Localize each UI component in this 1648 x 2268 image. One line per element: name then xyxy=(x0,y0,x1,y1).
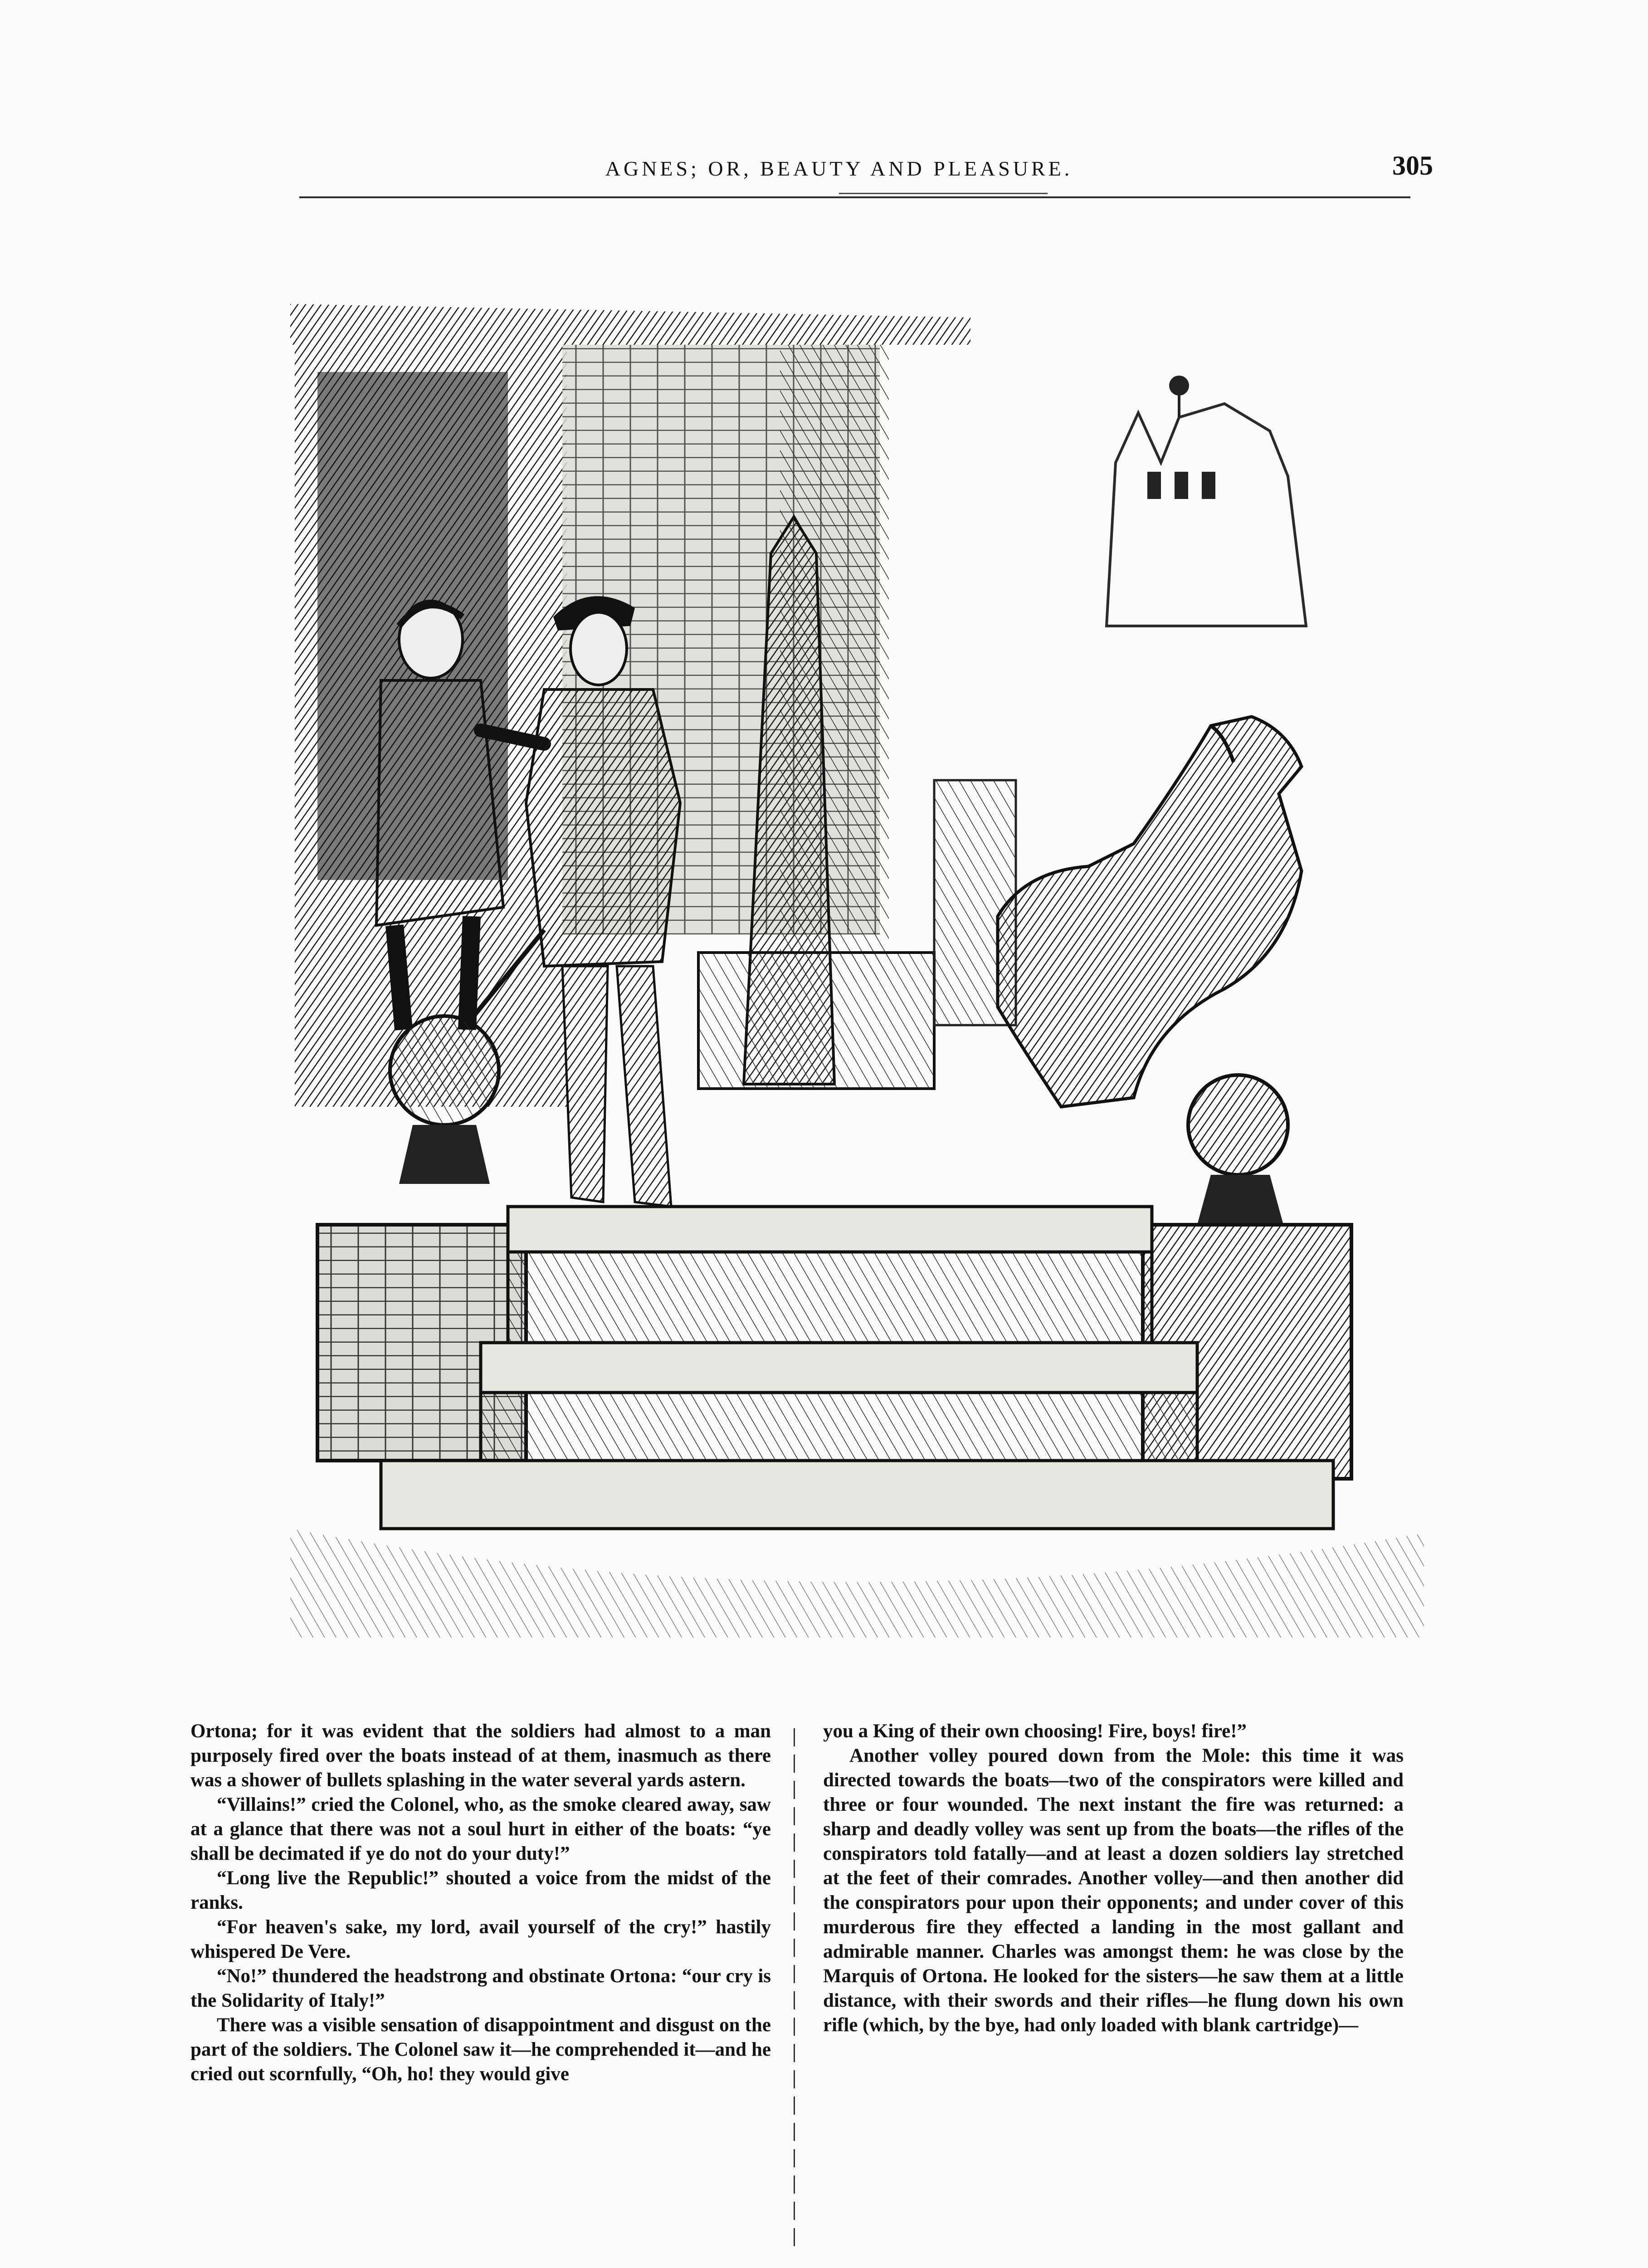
top-step xyxy=(508,1207,1152,1252)
right-column xyxy=(823,1719,1404,2254)
engraving-illustration xyxy=(290,281,1424,1637)
running-title: AGNES; OR, BEAUTY AND PLEASURE. xyxy=(605,157,1073,180)
running-head xyxy=(299,151,1433,206)
header-rule-accent xyxy=(839,193,1048,194)
paragraph: you a King of their own choosing! Fire, boys! fire!” xyxy=(823,1721,1247,1742)
left-column xyxy=(190,1719,771,2254)
paragraph: Another volley poured down from the Mole: this time it was directed towards the boats—two of the conspirators were killed and three or four wounded. The next instant the fire was returned: a sharp and deadly volley was sent up from the boats—the rifles of the conspirators told fatally—and at least a dozen soldiers lay stretched at the feet of their comrades. Another volley—and then another did the conspirators pour upon their opponents; and under cover of this murderous fire they effected a landing in the most gallant and admirable manner. Charles was amongst them: he was close by the Marquis of Ortona. He looked for the sisters—he saw them at a little distance, with their swords and their rifles—he flung down his own rifle (which, by the bye, had only loaded with blank cartridge)— xyxy=(823,1745,1404,2036)
body-text xyxy=(190,1719,1410,2263)
paragraph: There was a visible sensation of disappointment and disgust on the part of the soldiers. The Colonel saw it—he comprehended it—and he cried out scornfully, “Oh, ho! they would give xyxy=(190,2014,771,2085)
engraving-two-men-icon xyxy=(290,281,1424,1637)
header-rule xyxy=(299,196,1410,198)
stone-ball-left xyxy=(390,1016,499,1125)
obelisk-base xyxy=(698,953,934,1089)
paragraph: Ortona; for it was evident that the soldiers had almost to a man purposely fired over the boats instead of at them, inasmuch as there was a shower of bullets splashing in the water several yards astern. xyxy=(190,1721,771,1791)
page-number: 305 xyxy=(1392,151,1433,181)
paragraph: “For heaven's sake, my lord, avail yourself of the cry!” hastily whispered De Vere. xyxy=(190,1916,771,1962)
column-divider xyxy=(794,1728,795,2254)
stone-ball-right xyxy=(1188,1075,1288,1175)
paragraph: “Long live the Republic!” shouted a voice from the midst of the ranks. xyxy=(190,1867,771,1913)
bottom-step xyxy=(381,1461,1333,1529)
paragraph: “No!” thundered the headstrong and obstinate Ortona: “our cry is the Solidarity of Italy!” xyxy=(190,1965,771,2011)
middle-step xyxy=(481,1343,1197,1393)
paragraph: “Villains!” cried the Colonel, who, as the smoke cleared away, saw at a glance that there was not a soul hurt in either of the boats: “ye shall be decimated if ye do not do your duty!” xyxy=(190,1794,771,1864)
